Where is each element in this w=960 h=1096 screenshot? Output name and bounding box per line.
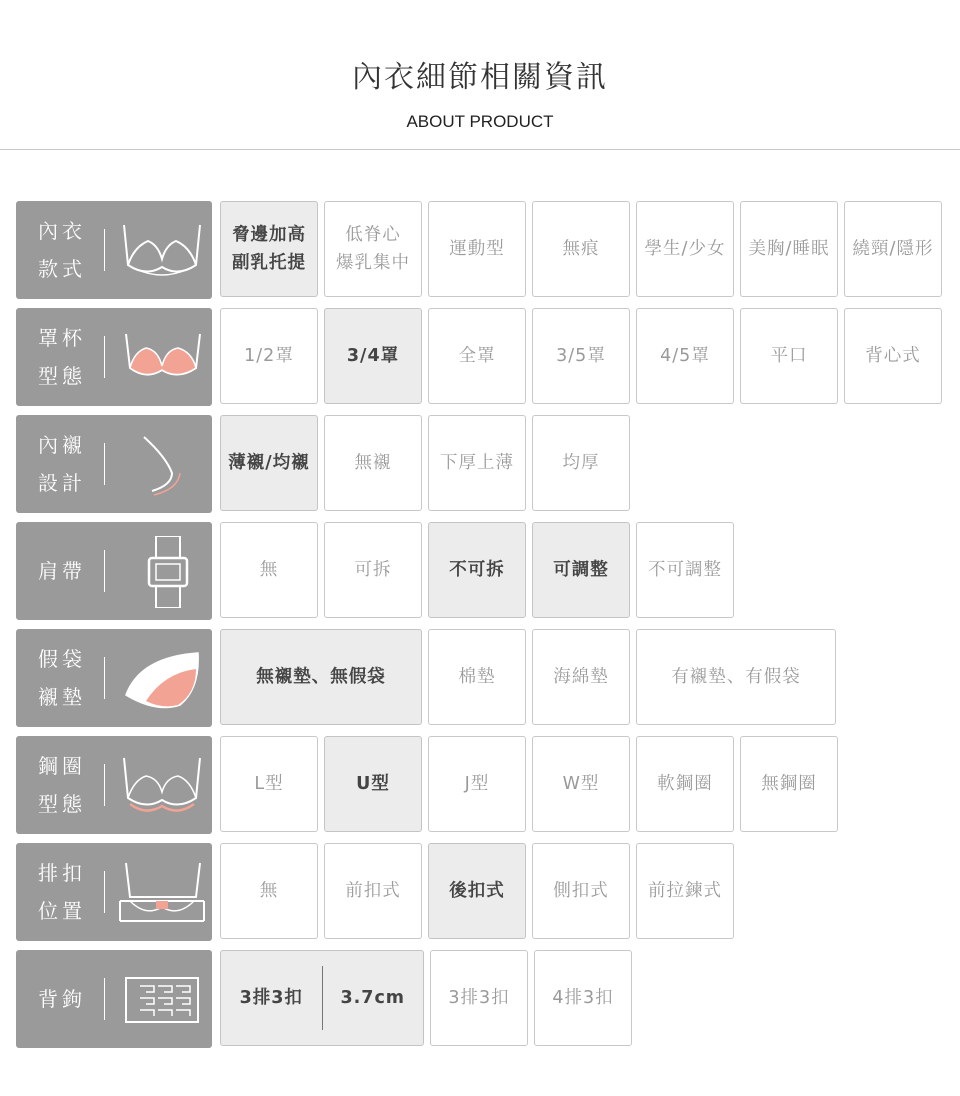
category-label-line: 鋼圈 [38, 754, 86, 778]
category-label-line: 內襯 [38, 433, 86, 457]
option-text: 後扣式 [449, 881, 505, 901]
option-text-block [865, 342, 921, 370]
option-cell[interactable] [636, 201, 734, 297]
option-text-block [244, 342, 294, 370]
header-divider [0, 149, 960, 150]
option-text-block [355, 449, 392, 477]
category-label [38, 319, 98, 395]
option-text-block [853, 235, 934, 263]
option-text: U型 [356, 774, 390, 794]
option-text-block [440, 449, 514, 477]
option-text: 3/5罩 [556, 346, 606, 366]
option-text: 軟鋼圈 [657, 774, 713, 794]
option-cell-selected[interactable] [220, 201, 318, 297]
category-label-line: 款式 [38, 257, 86, 281]
option-cell[interactable] [636, 736, 734, 832]
option-text: 副乳托提 [232, 253, 306, 273]
option-text-block [648, 556, 722, 584]
option-text: 可拆 [354, 560, 392, 580]
category-label [38, 747, 98, 823]
option-text: 脅邊加高 [232, 225, 306, 245]
option-text-block [563, 235, 600, 263]
hook-eye-icon [116, 964, 208, 1036]
option-text: 3/4罩 [346, 346, 400, 366]
option-text-block [448, 984, 509, 1012]
option-cell[interactable] [220, 736, 318, 832]
option-text-block [465, 770, 490, 798]
category-label [38, 552, 86, 590]
clasp-position-icon [116, 857, 208, 929]
strap-buckle-icon [116, 536, 208, 608]
option-cell[interactable] [636, 308, 734, 404]
option-cell-selected[interactable] [220, 415, 318, 511]
option-text-block [771, 342, 808, 370]
option-text-block [260, 556, 279, 584]
option-text: W型 [562, 774, 600, 794]
option-text-block [563, 770, 600, 798]
category-label-line: 內衣 [38, 219, 86, 243]
category-divider [104, 978, 105, 1020]
option-cell[interactable] [428, 629, 526, 725]
option-cell[interactable] [844, 308, 942, 404]
option-text: 繞頸/隱形 [852, 239, 934, 259]
option-text-block [449, 556, 505, 584]
option-text-block [657, 770, 713, 798]
option-text-block [556, 342, 606, 370]
option-text-block [645, 235, 726, 263]
option-text: 爆乳集中 [336, 253, 410, 273]
option-text: 背心式 [865, 346, 921, 366]
option-text-block [749, 235, 830, 263]
category-label [38, 854, 98, 930]
option-text: 4排3扣 [552, 988, 614, 1008]
option-cell[interactable] [324, 522, 422, 618]
option-cell[interactable] [636, 522, 734, 618]
category-label-box [16, 843, 212, 941]
option-cell-selected[interactable] [532, 522, 630, 618]
option-text-block [347, 342, 399, 370]
option-cell[interactable] [532, 629, 630, 725]
option-cell[interactable] [324, 201, 422, 297]
option-cell-selected[interactable] [220, 950, 424, 1046]
option-text-block [449, 235, 505, 263]
option-cell[interactable] [844, 201, 942, 297]
category-label-line: 肩帶 [38, 559, 86, 583]
bra-outline-icon [116, 215, 208, 287]
option-text: J型 [464, 774, 490, 794]
category-divider [104, 229, 105, 271]
option-text-block [553, 556, 609, 584]
option-text: 無 [259, 881, 279, 901]
option-text-block [228, 449, 309, 477]
option-text-block [660, 342, 710, 370]
option-cell[interactable] [220, 308, 318, 404]
option-text: 前拉鍊式 [648, 881, 722, 901]
option-cell[interactable] [428, 201, 526, 297]
option-text-block [232, 221, 306, 277]
category-label-line: 襯墊 [38, 685, 86, 709]
option-text-block [449, 877, 505, 905]
category-label-box [16, 308, 212, 406]
category-label-box [16, 629, 212, 727]
option-text-block [761, 770, 817, 798]
category-label-box [16, 736, 212, 834]
option-text: 低脊心 [345, 225, 401, 245]
option-cell-selected[interactable] [324, 736, 422, 832]
category-label-line: 型態 [38, 364, 86, 388]
option-text: 3排3扣 [448, 988, 510, 1008]
option-text: 全罩 [458, 346, 496, 366]
category-label-line: 罩杯 [38, 326, 86, 350]
option-text-block [552, 984, 613, 1012]
option-cell[interactable] [740, 201, 838, 297]
category-label [38, 426, 98, 502]
category-label-line: 設計 [38, 471, 86, 495]
option-text: 有襯墊、有假袋 [671, 667, 801, 687]
option-cell[interactable] [220, 843, 318, 939]
option-cell[interactable] [428, 308, 526, 404]
option-cell-selected[interactable] [428, 522, 526, 618]
option-text: 薄襯/均襯 [228, 453, 310, 473]
option-text-block [553, 663, 609, 691]
option-text-block [336, 221, 410, 277]
option-text-block [345, 877, 401, 905]
category-label-box [16, 201, 212, 299]
option-cell-selected[interactable] [220, 629, 422, 725]
option-text: 美胸/睡眠 [748, 239, 830, 259]
category-label [38, 980, 86, 1018]
option-text: 不可調整 [648, 560, 722, 580]
option-text-block [553, 877, 609, 905]
option-text: 下厚上薄 [440, 453, 514, 473]
option-text: 3排3扣 [239, 988, 303, 1008]
option-text-block [260, 877, 279, 905]
option-cell[interactable] [636, 629, 836, 725]
option-text: 無痕 [562, 239, 600, 259]
underwire-icon [116, 750, 208, 822]
option-text-block [256, 663, 386, 691]
option-text: 可調整 [553, 560, 609, 580]
option-text: 前扣式 [345, 881, 401, 901]
category-label-line: 假袋 [38, 647, 86, 671]
option-cell[interactable] [532, 308, 630, 404]
option-text: L型 [254, 774, 284, 794]
option-text: 運動型 [449, 239, 505, 259]
option-text-block [459, 342, 496, 370]
cup-shape-icon [116, 322, 208, 394]
category-divider [104, 336, 105, 378]
option-cell[interactable] [220, 522, 318, 618]
option-cell[interactable] [532, 201, 630, 297]
option-cell[interactable] [324, 415, 422, 511]
option-text-block [459, 663, 496, 691]
option-cell-selected[interactable] [324, 308, 422, 404]
category-label [38, 640, 98, 716]
category-label [38, 212, 98, 288]
option-cell[interactable] [636, 843, 734, 939]
option-text: 側扣式 [553, 881, 609, 901]
option-text-block [254, 770, 283, 798]
category-label-line: 排扣 [38, 861, 86, 885]
option-cell[interactable] [430, 950, 528, 1046]
category-divider [104, 657, 105, 699]
page-subtitle: ABOUT PRODUCT [406, 112, 554, 131]
option-text: 無 [259, 560, 279, 580]
option-cell[interactable] [428, 736, 526, 832]
page-title: 內衣細節相關資訊 [352, 60, 608, 95]
option-text-block [671, 663, 801, 691]
option-text-block [648, 877, 722, 905]
option-text: 1/2罩 [244, 346, 294, 366]
option-text-block [355, 556, 392, 584]
option-cell[interactable] [532, 415, 630, 511]
category-divider [104, 443, 105, 485]
category-label-box [16, 522, 212, 620]
option-text: 不可拆 [449, 560, 505, 580]
option-text-block [356, 770, 390, 798]
category-divider [104, 550, 105, 592]
category-divider [104, 764, 105, 806]
category-label-box [16, 950, 212, 1048]
option-text: 海綿墊 [553, 667, 609, 687]
option-cell[interactable] [534, 950, 632, 1046]
option-cell[interactable] [428, 415, 526, 511]
option-cell[interactable] [740, 736, 838, 832]
option-text: 均厚 [562, 453, 600, 473]
category-divider [104, 871, 105, 913]
option-split [221, 951, 423, 1045]
option-text: 4/5罩 [660, 346, 710, 366]
pad-insert-icon [116, 643, 208, 715]
option-text: 無襯墊、無假袋 [256, 667, 386, 687]
option-cell-selected[interactable] [428, 843, 526, 939]
option-text: 學生/少女 [644, 239, 726, 259]
option-cell[interactable] [324, 843, 422, 939]
option-cell[interactable] [740, 308, 838, 404]
category-label-line: 位置 [38, 899, 86, 923]
lining-profile-icon [116, 429, 208, 501]
option-cell[interactable] [532, 736, 630, 832]
option-text: 平口 [770, 346, 808, 366]
option-text-block [563, 449, 600, 477]
category-label-line: 背鉤 [38, 987, 86, 1011]
option-text: 無襯 [354, 453, 392, 473]
option-text: 3.7cm [340, 988, 406, 1008]
category-label-line: 型態 [38, 792, 86, 816]
option-text: 棉墊 [458, 667, 496, 687]
option-cell[interactable] [532, 843, 630, 939]
category-label-box [16, 415, 212, 513]
option-text: 無鋼圈 [761, 774, 817, 794]
